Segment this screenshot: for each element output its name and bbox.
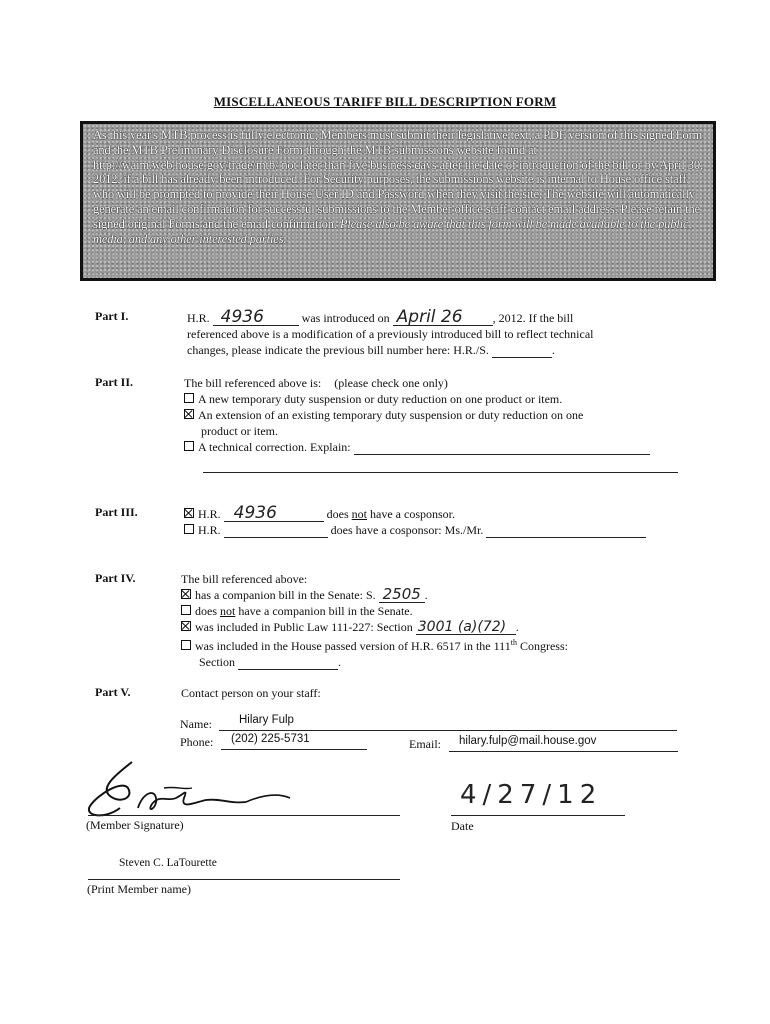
member-signature-label: (Member Signature) xyxy=(86,818,184,832)
part5-intro: Contact person on your staff: xyxy=(181,686,321,700)
part3-no-cosponsor-a: does xyxy=(326,507,352,521)
part2-technical-checkbox[interactable] xyxy=(184,441,194,451)
part3-hr2-field[interactable] xyxy=(224,525,328,538)
part4-public-law-checkbox[interactable] xyxy=(181,621,191,631)
part3-hr-number-field[interactable] xyxy=(224,505,324,522)
print-name-label: (Print Member name) xyxy=(87,882,191,896)
part4-label: Part IV. xyxy=(95,571,136,585)
phone-value: (202) 225-5731 xyxy=(231,733,310,745)
part3-no-cosponsor-checkbox[interactable] xyxy=(184,508,194,518)
part2-new-checkbox[interactable] xyxy=(184,393,194,403)
member-signature-line[interactable] xyxy=(88,815,400,816)
part2-option-technical: A technical correction. Explain: xyxy=(198,440,351,454)
part1-hr-prefix: H.R. xyxy=(187,311,210,325)
part2-extension-checkbox[interactable] xyxy=(184,409,194,419)
signature-date: 4/27/12 xyxy=(460,780,603,810)
part4-opt-public-law: was included in Public Law 111-227: Section xyxy=(195,620,413,634)
cosponsor-name-field[interactable] xyxy=(486,525,646,538)
email-value: hilary.fulp@mail.house.gov xyxy=(459,735,597,747)
part2-block xyxy=(184,375,684,455)
notice-box xyxy=(80,121,716,281)
senate-bill-field[interactable] xyxy=(379,587,425,603)
name-field[interactable] xyxy=(219,712,677,731)
part1-date-field[interactable] xyxy=(393,309,493,326)
part1-year-text: , 2012. If the bill xyxy=(492,311,574,325)
date-label: Date xyxy=(451,819,474,833)
name-value: Hilary Fulp xyxy=(239,714,294,726)
part1-block xyxy=(187,309,687,358)
part4-no-companion-checkbox[interactable] xyxy=(181,605,191,615)
part3-block xyxy=(184,505,684,538)
notice-italic-text: Please also be aware that this form will be made available to the public, media, and any other interested parties. xyxy=(93,216,692,246)
part1-line3: changes, please indicate the previous bill number here: H.R./S. xyxy=(187,343,489,357)
part4-section-label: Section xyxy=(199,655,235,669)
notice-text: As this year's MTB process is fully electronic, Members must submit their legislative text, a PDF version of this signed Form and the MTB Preliminary Disclosure Form through the MTB submissions website found at http://waim.web.house.gov/trade/mtb/ not later than five business days after the date of introduction of the bill or by April 30, 2012, if a bill has already been introduced. For Security purposes, the submissions website is internal to House office staff, who will be prompted to provide their House User ID and Password when they visit the site. The website will automatically generate an email confirmation for successful submissions to the Member office staff contact email address. Please retain the signed original Forms and the email confirmation. xyxy=(93,128,703,231)
part5-label: Part V. xyxy=(95,685,131,699)
part2-instruction: (please check one only) xyxy=(334,376,448,390)
part4-opt2b: have a companion bill in the Senate. xyxy=(235,604,413,618)
part1-introduced-text: was introduced on xyxy=(301,311,390,325)
part4-opt2a: does xyxy=(195,604,220,618)
part2-label: Part II. xyxy=(95,375,133,389)
phone-label: Phone: xyxy=(180,735,214,749)
part2-intro: The bill referenced above is: xyxy=(184,376,322,390)
email-field[interactable] xyxy=(449,733,678,752)
part4-period1: . xyxy=(424,588,428,602)
part4-block xyxy=(181,571,701,670)
part1-line2: referenced above is a modification of a previously introduced bill to reflect technical xyxy=(187,327,594,341)
part1-introduced-date: April 26 xyxy=(396,307,463,327)
part2-option-new: A new temporary duty suspension or duty reduction on one product or item. xyxy=(198,392,563,406)
house-section-field[interactable] xyxy=(238,657,338,670)
printed-member-name: Steven C. LaTourette xyxy=(119,857,217,869)
part3-no-cosponsor-b: have a cosponsor. xyxy=(367,507,455,521)
part4-period3: . xyxy=(338,655,341,669)
part1-hr-number-field[interactable] xyxy=(213,309,299,326)
part4-intro: The bill referenced above: xyxy=(181,572,308,586)
part4-opt4-sup: th xyxy=(510,638,517,647)
technical-explain-line2[interactable] xyxy=(203,472,678,473)
public-law-section-field[interactable] xyxy=(416,620,516,635)
part4-companion-checkbox[interactable] xyxy=(181,589,191,599)
print-name-line[interactable] xyxy=(88,879,400,880)
part3-has-cosponsor-checkbox[interactable] xyxy=(184,524,194,534)
part2-option-extension: An extension of an existing temporary duty suspension or duty reduction on one xyxy=(198,408,584,422)
public-law-section: 3001 (a)(72) xyxy=(417,619,507,635)
part4-opt4b: Congress: xyxy=(516,639,568,653)
senate-bill-number: 2505 xyxy=(382,585,421,603)
part1-period: . xyxy=(551,343,555,357)
technical-explain-field[interactable] xyxy=(354,442,650,455)
email-label: Email: xyxy=(409,737,441,751)
form-title: MISCELLANEOUS TARIFF BILL DESCRIPTION FORM xyxy=(213,94,557,109)
part3-not: not xyxy=(351,507,368,521)
part3-hr-prefix: H.R. xyxy=(198,507,221,521)
part4-opt-companion: has a companion bill in the Senate: S. xyxy=(195,588,376,602)
previous-bill-field[interactable] xyxy=(492,345,552,358)
part3-hr2-prefix: H.R. xyxy=(198,523,221,537)
phone-field[interactable] xyxy=(221,731,367,750)
part1-label: Part I. xyxy=(95,309,129,323)
name-label: Name: xyxy=(180,717,212,731)
part3-has-cosponsor: does have a cosponsor: Ms./Mr. xyxy=(330,523,484,537)
part4-house-passed-checkbox[interactable] xyxy=(181,640,191,650)
part4-not: not xyxy=(220,604,236,618)
part4-opt4a: was included in the House passed version of H.R. 6517 in the 111 xyxy=(195,639,511,653)
part3-label: Part III. xyxy=(95,505,138,519)
date-line[interactable] xyxy=(451,815,625,816)
part4-period2: . xyxy=(515,620,519,634)
part2-option-extension-cont: product or item. xyxy=(201,424,278,438)
part3-hr-number: 4936 xyxy=(233,503,277,523)
part1-hr-number: 4936 xyxy=(220,307,264,327)
